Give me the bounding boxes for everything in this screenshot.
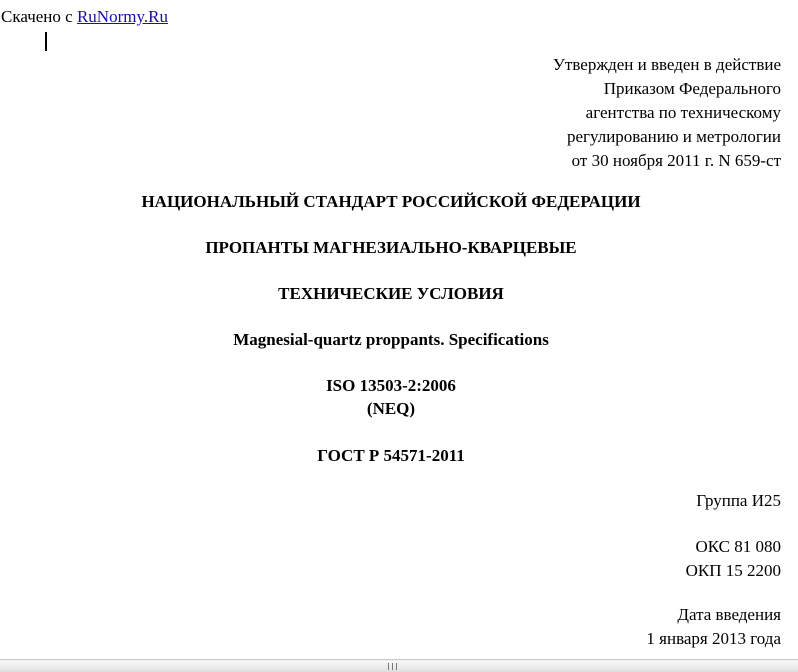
approval-block	[553, 53, 781, 173]
approval-line: регулированию и метрологии	[566, 127, 781, 146]
intro-date-label: Дата введения	[677, 605, 781, 624]
iso-number: ISO 13503-2:2006	[326, 376, 456, 395]
scrollbar-thumb[interactable]	[0, 661, 798, 671]
approval-line: от 30 ноября 2011 г. N 659-ст	[571, 151, 781, 170]
iso-equivalence: (NEQ)	[366, 399, 416, 418]
intro-date-block	[646, 603, 781, 651]
okp-code: ОКП 15 2200	[685, 561, 781, 580]
approval-line: агентства по техническому	[585, 103, 781, 122]
group-code: Группа И25	[696, 491, 781, 510]
grip-icon	[388, 663, 397, 670]
national-standard-heading: НАЦИОНАЛЬНЫЙ СТАНДАРТ РОССИЙСКОЙ ФЕДЕРАЦИИ	[141, 192, 641, 211]
english-title: Magnesial-quartz proppants. Specifications	[233, 330, 549, 349]
oks-code: ОКС 81 080	[695, 537, 781, 556]
source-prefix: Скачено с	[1, 7, 77, 26]
horizontal-scrollbar[interactable]	[0, 659, 798, 672]
source-link[interactable]: RuNormy.Ru	[76, 7, 168, 26]
intro-date-value: 1 января 2013 года	[646, 629, 781, 648]
standard-name: ПРОПАНТЫ МАГНЕЗИАЛЬНО-КВАРЦЕВЫЕ	[205, 238, 577, 257]
text-cursor	[45, 32, 47, 51]
classification-codes	[686, 535, 781, 583]
iso-reference	[0, 374, 782, 420]
approval-line: Приказом Федерального	[603, 79, 781, 98]
gost-number: ГОСТ Р 54571-2011	[317, 446, 465, 465]
approval-line: Утвержден и введен в действие	[552, 55, 781, 74]
standard-subtitle: ТЕХНИЧЕСКИЕ УСЛОВИЯ	[278, 284, 504, 303]
source-line	[1, 7, 168, 27]
